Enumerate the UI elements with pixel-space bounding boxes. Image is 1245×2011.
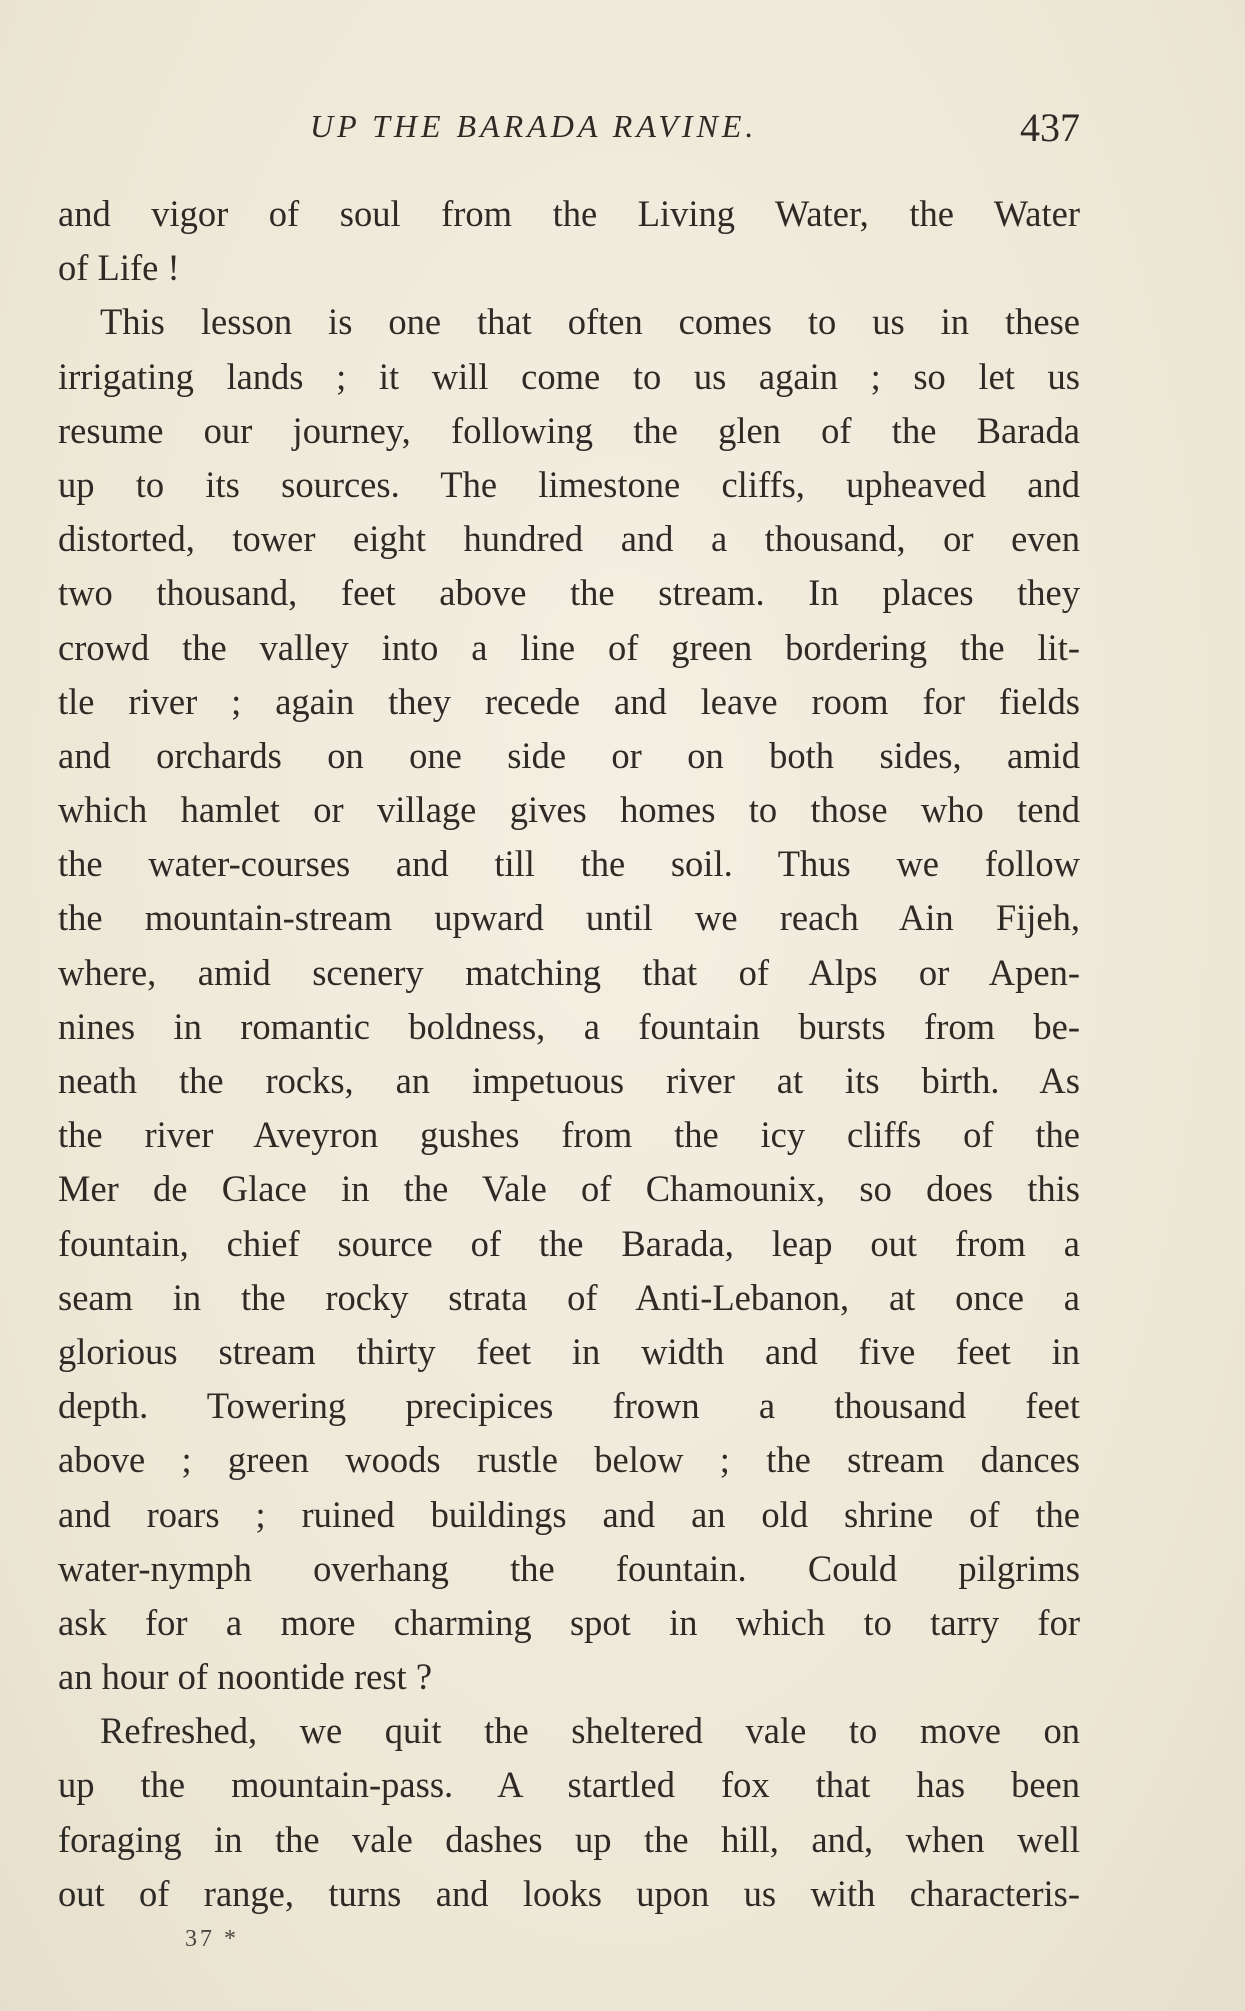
- text-line: ask for a more charming spot in which to tarry for: [58, 1601, 1080, 1643]
- running-title: UP THE BARADA RAVINE.: [310, 108, 758, 144]
- text-line: fountain, chief source of the Barada, leap out from a: [58, 1222, 1080, 1264]
- text-line: glorious stream thirty feet in width and five feet in: [58, 1330, 1080, 1372]
- text-line: irrigating lands ; it will come to us again ; so let us: [58, 355, 1080, 397]
- signature-mark: 37 *: [185, 1926, 239, 1952]
- text-line: seam in the rocky strata of Anti-Lebanon, at once a: [58, 1276, 1080, 1318]
- text-line: This lesson is one that often comes to us in these: [100, 301, 1080, 343]
- text-line: above ; green woods rustle below ; the stream dances: [58, 1439, 1080, 1481]
- text-line: depth. Towering precipices frown a thousand feet: [58, 1385, 1080, 1427]
- running-head: [58, 100, 1080, 160]
- text-line: crowd the valley into a line of green bordering the lit-: [58, 626, 1080, 668]
- text-line: and vigor of soul from the Living Water, the Water: [58, 193, 1080, 234]
- text-line: up the mountain-pass. A startled fox that has been: [58, 1764, 1080, 1806]
- page-number: 437: [1020, 105, 1080, 150]
- text-line: water-nymph overhang the fountain. Could pilgrims: [58, 1547, 1080, 1589]
- text-line: of Life !: [58, 247, 180, 289]
- text-line: and orchards on one side or on both sides, amid: [58, 734, 1080, 776]
- text-line: the river Aveyron gushes from the icy cliffs of the: [58, 1114, 1080, 1156]
- text-line: distorted, tower eight hundred and a thousand, or even: [58, 518, 1080, 560]
- text-line: tle river ; again they recede and leave room for fields: [58, 680, 1080, 722]
- body-text: [58, 187, 1080, 1921]
- text-line: which hamlet or village gives homes to those who tend: [58, 789, 1080, 831]
- text-line: where, amid scenery matching that of Alps or Apen-: [58, 951, 1080, 993]
- text-line: and roars ; ruined buildings and an old shrine of the: [58, 1493, 1080, 1535]
- text-line: Refreshed, we quit the sheltered vale to move on: [100, 1710, 1080, 1752]
- text-line: neath the rocks, an impetuous river at its birth. As: [58, 1060, 1080, 1101]
- text-line: two thousand, feet above the stream. In places they: [58, 572, 1080, 614]
- text-line: foraging in the vale dashes up the hill, and, when well: [58, 1818, 1080, 1860]
- text-line: an hour of noontide rest ?: [58, 1656, 433, 1698]
- text-line: Mer de Glace in the Vale of Chamounix, so does this: [58, 1168, 1080, 1210]
- text-line: the water-courses and till the soil. Thus we follow: [58, 843, 1080, 885]
- text-line: up to its sources. The limestone cliffs, upheaved and: [58, 463, 1080, 505]
- text-line: nines in romantic boldness, a fountain bursts from be-: [58, 1005, 1080, 1047]
- text-line: resume our journey, following the glen of the Barada: [58, 409, 1080, 451]
- text-line: the mountain-stream upward until we reach Ain Fijeh,: [58, 897, 1080, 939]
- text-line: out of range, turns and looks upon us with characteris-: [58, 1872, 1080, 1914]
